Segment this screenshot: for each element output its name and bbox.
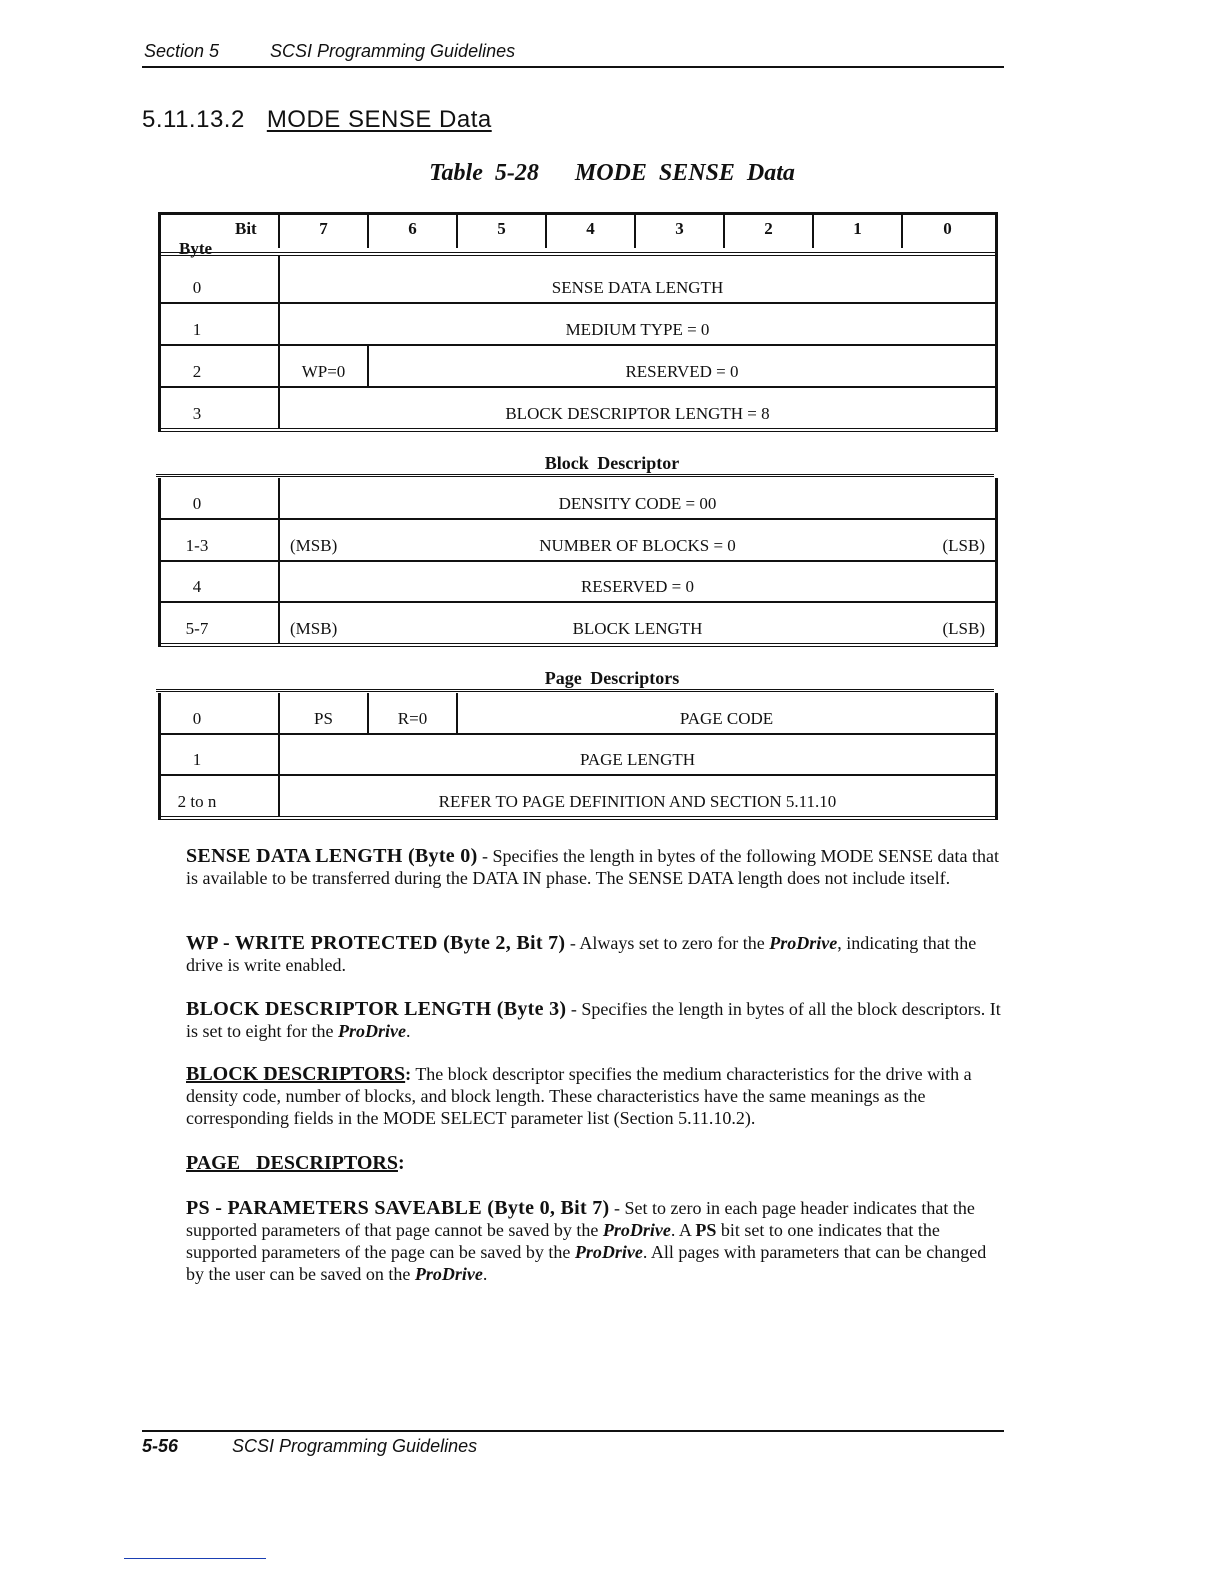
page-descriptors-caption: Page Descriptors [544, 668, 680, 688]
paragraph-text: - Specifies the length in bytes of all the block descriptors. It is set to eight for the [186, 999, 1001, 1041]
field-reserved: RESERVED = 0 [580, 577, 695, 596]
divider [156, 689, 994, 692]
byte-number: 2 to n [177, 792, 217, 811]
lsb-marker: (LSB) [942, 619, 985, 638]
field-ps: PS [314, 709, 333, 728]
field-page-definition: REFER TO PAGE DEFINITION AND SECTION 5.11.10 [438, 792, 837, 811]
table-row [161, 304, 995, 346]
bit-5: 5 [456, 215, 545, 248]
field-number-of-blocks: NUMBER OF BLOCKS = 0 [539, 536, 736, 555]
field-block-descriptor-length: BLOCK DESCRIPTOR LENGTH = 8 [505, 404, 770, 423]
field-block-length: BLOCK LENGTH [572, 619, 703, 638]
field-medium-type: MEDIUM TYPE = 0 [565, 320, 710, 339]
block-descriptor-table [158, 478, 998, 647]
byte-number: 1 [192, 320, 202, 339]
table-row [161, 346, 995, 388]
bit-6: 6 [367, 215, 456, 248]
msb-marker: (MSB) [290, 536, 338, 555]
footer-title: SCSI Programming Guidelines [232, 1436, 478, 1456]
mode-sense-header-table [158, 212, 998, 432]
field-page-length: PAGE LENGTH [579, 750, 696, 769]
table-row [161, 776, 995, 820]
term-ps: PS [695, 1220, 717, 1240]
byte-number: 1 [192, 750, 202, 769]
running-footer [142, 1430, 1004, 1456]
table-row [161, 478, 995, 520]
paragraph-text: - Specifies the length in bytes of the following MODE SENSE data that is available to be transferred during the DATA IN phase. The SENSE DATA length does not include itself. [186, 846, 999, 888]
paragraph-write-protected [186, 932, 1004, 976]
table-row [161, 735, 995, 776]
section-number: 5.11.13.2 [142, 106, 245, 133]
block-descriptor-caption: Block Descriptor [544, 453, 680, 473]
colon: : [397, 1152, 405, 1174]
bit-7: 7 [278, 215, 367, 248]
term-block-descriptor-length: BLOCK DESCRIPTOR LENGTH (Byte 3) [186, 998, 567, 1020]
running-header [142, 40, 1004, 68]
bit-label: Bit [235, 219, 257, 238]
paragraph-block-descriptors [186, 1063, 1004, 1129]
page-number: 5-56 [142, 1436, 179, 1456]
product-name: ProDrive [602, 1220, 671, 1240]
section-title: MODE SENSE Data [266, 106, 492, 133]
header-section: Section 5 [144, 41, 220, 61]
term-sense-data-length: SENSE DATA LENGTH (Byte 0) [186, 845, 478, 867]
paragraph-text: . [405, 1021, 411, 1041]
paragraph-parameters-saveable [186, 1197, 1004, 1285]
product-name: ProDrive [414, 1264, 483, 1284]
section-heading [142, 106, 492, 134]
paragraph-text: . [482, 1264, 488, 1284]
paragraph-block-descriptor-length [186, 998, 1004, 1042]
paragraph-text: The block descriptor specifies the medium characteristics for the drive with a density code, number of blocks, and block length. These characteristics have the same meanings as the corresponding fields in the MODE SELECT parameter list (Section 5.11.10.2). [186, 1064, 972, 1128]
colon: : [405, 1064, 412, 1084]
term-parameters-saveable: PS - PARAMETERS SAVEABLE (Byte 0, Bit 7) [186, 1197, 610, 1219]
page-descriptors-table [158, 693, 998, 820]
table-row [161, 693, 995, 735]
field-page-code: PAGE CODE [679, 709, 774, 728]
bit-1: 1 [812, 215, 901, 248]
paragraph-text: . All pages with parameters that can be changed by the user can be saved on the [186, 1242, 987, 1284]
msb-marker: (MSB) [290, 619, 338, 638]
table-row [161, 562, 995, 603]
table-row [161, 603, 995, 647]
scan-artifact-line [124, 1558, 266, 1559]
paragraph-text: bit set to one indicates that the supported parameters of the page can be saved by the [186, 1220, 940, 1262]
bit-header-row [161, 212, 995, 256]
paragraph-text: - Always set to zero for the [565, 933, 770, 953]
byte-number: 0 [192, 494, 202, 513]
divider [156, 474, 994, 477]
byte-label: Byte [179, 239, 213, 258]
lsb-marker: (LSB) [942, 536, 985, 555]
field-density-code: DENSITY CODE = 00 [558, 494, 717, 513]
byte-number: 0 [192, 709, 202, 728]
field-reserved: RESERVED = 0 [625, 362, 739, 381]
product-name: ProDrive [337, 1021, 406, 1041]
byte-number: 0 [192, 278, 202, 297]
byte-number: 4 [192, 577, 202, 596]
paragraph-page-descriptors [186, 1152, 1004, 1174]
field-r: R=0 [397, 709, 428, 728]
byte-number: 2 [192, 362, 202, 381]
paragraph-sense-data-length [186, 845, 1004, 889]
term-block-descriptors: BLOCK DESCRIPTORS [186, 1063, 406, 1085]
term-page-descriptors: PAGE DESCRIPTORS [186, 1152, 398, 1174]
byte-number: 1-3 [185, 536, 209, 555]
header-title: SCSI Programming Guidelines [270, 41, 516, 61]
product-name: ProDrive [769, 933, 838, 953]
bit-2: 2 [723, 215, 812, 248]
paragraph-text: - Set to zero in each page header indicates that the supported parameters of that page cannot be saved by the [186, 1198, 975, 1240]
table-row [161, 520, 995, 562]
bit-0: 0 [901, 215, 992, 248]
bit-4: 4 [545, 215, 634, 248]
field-sense-data-length: SENSE DATA LENGTH [551, 278, 724, 297]
byte-number: 5-7 [185, 619, 209, 638]
field-wp: WP=0 [301, 362, 346, 381]
table-row [161, 256, 995, 304]
bit-3: 3 [634, 215, 723, 248]
paragraph-text: . A [670, 1220, 696, 1240]
term-write-protected: WP - WRITE PROTECTED (Byte 2, Bit 7) [186, 932, 566, 954]
paragraph-text: , indicating that the drive is write enabled. [186, 933, 977, 975]
table-row [161, 388, 995, 432]
byte-number: 3 [192, 404, 202, 423]
product-name: ProDrive [574, 1242, 643, 1262]
table-caption: Table 5-28 MODE SENSE Data [429, 160, 795, 186]
